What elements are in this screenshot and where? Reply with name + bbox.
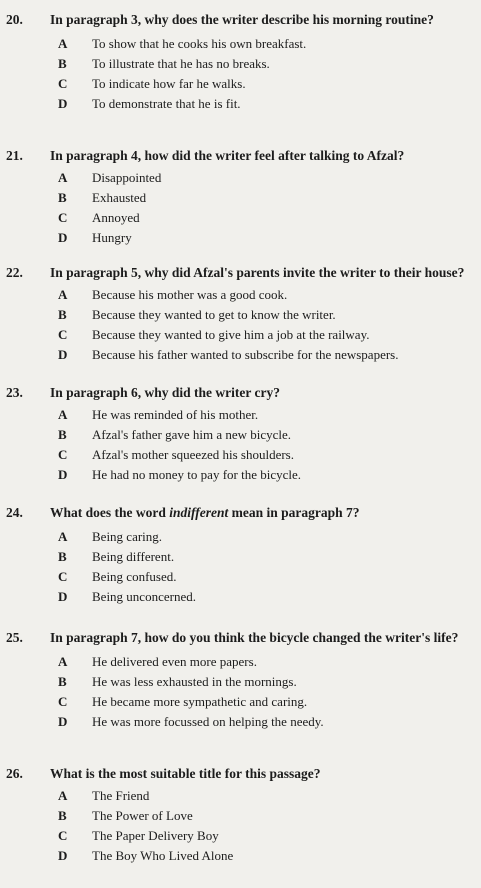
question-number: 26.: [6, 766, 23, 781]
option-letter: B: [58, 307, 67, 322]
question-26: [0, 766, 481, 868]
option-text: The Power of Love: [92, 808, 193, 823]
option-letter: C: [58, 327, 68, 342]
option-letter: B: [58, 427, 67, 442]
option-a[interactable]: [0, 529, 481, 549]
question-text-start: What does the word: [50, 505, 170, 520]
option-text: Afzal's mother squeezed his shoulders.: [92, 447, 294, 462]
option-text: Because his father wanted to subscribe for the newspapers.: [92, 347, 399, 362]
question-text: [50, 505, 360, 521]
option-letter: C: [58, 210, 68, 225]
question-number: 20.: [6, 12, 23, 27]
option-a[interactable]: [0, 287, 481, 307]
question-number: 23.: [6, 385, 23, 400]
option-text: Disappointed: [92, 170, 162, 185]
option-letter: A: [58, 170, 68, 185]
option-text: The Paper Delivery Boy: [92, 828, 219, 843]
option-letter: D: [58, 96, 68, 111]
option-letter: D: [58, 230, 68, 245]
option-letter: B: [58, 190, 67, 205]
option-letter: D: [58, 714, 68, 729]
question-number: 24.: [6, 505, 23, 520]
question-text: What is the most suitable title for this passage?: [50, 766, 321, 781]
option-text: Being different.: [92, 549, 175, 564]
question-text: In paragraph 5, why did Afzal's parents invite the writer to their house?: [50, 265, 465, 280]
question-text: In paragraph 7, how do you think the bicycle changed the writer's life?: [50, 630, 459, 645]
option-d[interactable]: [0, 467, 481, 487]
question-text-end: mean in paragraph 7?: [228, 505, 360, 520]
option-b[interactable]: [0, 56, 481, 76]
option-text: He was less exhausted in the mornings.: [92, 674, 297, 689]
option-c[interactable]: [0, 76, 481, 96]
option-text: To demonstrate that he is fit.: [92, 96, 241, 111]
option-d[interactable]: [0, 347, 481, 367]
option-d[interactable]: [0, 96, 481, 116]
option-b[interactable]: [0, 549, 481, 569]
option-c[interactable]: [0, 447, 481, 467]
option-text: Exhausted: [92, 190, 147, 205]
option-letter: A: [58, 36, 68, 51]
question-25: [0, 630, 481, 734]
option-letter: A: [58, 529, 68, 544]
option-text: The Boy Who Lived Alone: [92, 848, 234, 863]
option-a[interactable]: [0, 170, 481, 190]
option-text: Being unconcerned.: [92, 589, 196, 604]
option-c[interactable]: [0, 694, 481, 714]
option-letter: D: [58, 467, 68, 482]
option-letter: C: [58, 694, 68, 709]
option-c[interactable]: [0, 828, 481, 848]
option-text: He delivered even more papers.: [92, 654, 257, 669]
question-21: [0, 148, 481, 250]
option-letter: B: [58, 549, 67, 564]
highlighted-word: indifferent: [169, 505, 229, 520]
question-number: 21.: [6, 148, 23, 163]
option-letter: A: [58, 788, 68, 803]
option-b[interactable]: [0, 307, 481, 327]
option-letter: A: [58, 654, 68, 669]
option-text: He became more sympathetic and caring.: [92, 694, 308, 709]
option-text: Because they wanted to get to know the writer.: [92, 307, 336, 322]
option-text: To indicate how far he walks.: [92, 76, 246, 91]
option-letter: A: [58, 287, 68, 302]
option-b[interactable]: [0, 674, 481, 694]
option-d[interactable]: [0, 714, 481, 734]
option-text: Afzal's father gave him a new bicycle.: [92, 427, 292, 442]
question-number: 25.: [6, 630, 23, 645]
option-text: Annoyed: [92, 210, 140, 225]
option-letter: D: [58, 589, 68, 604]
question-text: In paragraph 3, why does the writer describe his morning routine?: [50, 12, 434, 27]
option-c[interactable]: [0, 210, 481, 230]
option-letter: B: [58, 808, 67, 823]
option-b[interactable]: [0, 808, 481, 828]
question-number: 22.: [6, 265, 23, 280]
option-text: He was reminded of his mother.: [92, 407, 259, 422]
option-a[interactable]: [0, 654, 481, 674]
option-c[interactable]: [0, 569, 481, 589]
option-text: Hungry: [92, 230, 132, 245]
question-23: [0, 385, 481, 487]
option-d[interactable]: [0, 848, 481, 868]
question-22: [0, 265, 481, 367]
option-text: To show that he cooks his own breakfast.: [92, 36, 307, 51]
option-letter: C: [58, 569, 68, 584]
option-b[interactable]: [0, 427, 481, 447]
option-a[interactable]: [0, 788, 481, 808]
option-b[interactable]: [0, 190, 481, 210]
option-letter: C: [58, 828, 68, 843]
option-d[interactable]: [0, 230, 481, 250]
option-c[interactable]: [0, 327, 481, 347]
option-text: He was more focussed on helping the needy.: [92, 714, 324, 729]
option-text: Being caring.: [92, 529, 163, 544]
option-letter: C: [58, 76, 68, 91]
option-text: Being confused.: [92, 569, 177, 584]
option-letter: C: [58, 447, 68, 462]
option-letter: B: [58, 674, 67, 689]
option-text: Because his mother was a good cook.: [92, 287, 288, 302]
question-text: In paragraph 6, why did the writer cry?: [50, 385, 281, 400]
question-text: In paragraph 4, how did the writer feel after talking to Afzal?: [50, 148, 405, 163]
option-text: Because they wanted to give him a job at the railway.: [92, 327, 370, 342]
option-d[interactable]: [0, 589, 481, 609]
option-a[interactable]: [0, 36, 481, 56]
question-24: [0, 505, 481, 609]
option-letter: A: [58, 407, 68, 422]
option-a[interactable]: [0, 407, 481, 427]
option-text: The Friend: [92, 788, 150, 803]
option-letter: D: [58, 848, 68, 863]
option-letter: B: [58, 56, 67, 71]
option-text: He had no money to pay for the bicycle.: [92, 467, 302, 482]
option-text: To illustrate that he has no breaks.: [92, 56, 270, 71]
option-letter: D: [58, 347, 68, 362]
question-20: [0, 12, 481, 116]
